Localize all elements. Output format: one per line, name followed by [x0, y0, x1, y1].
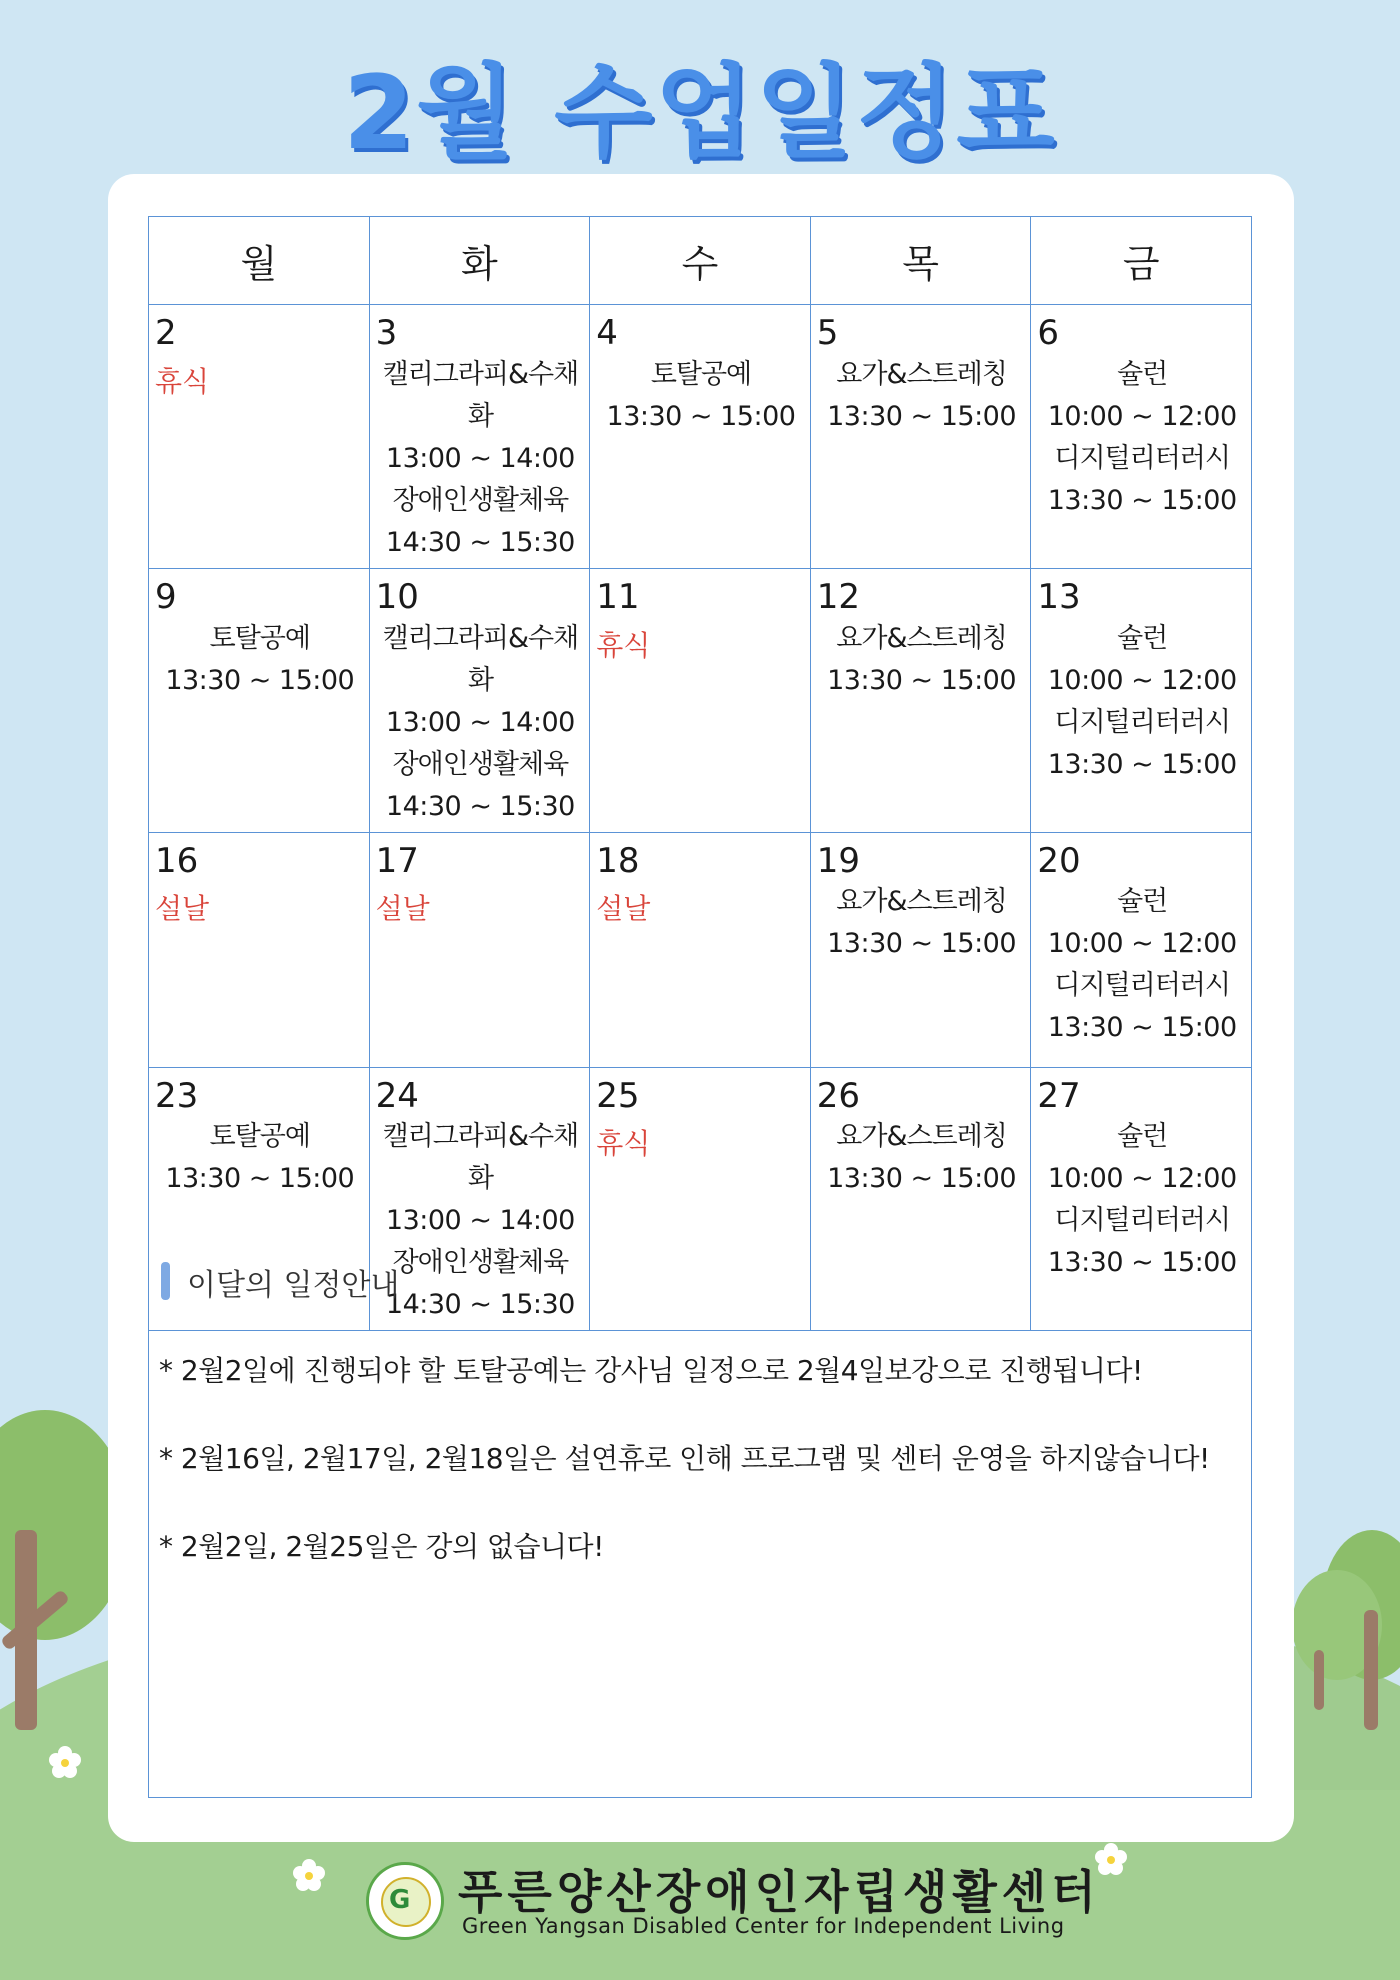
- day-number: 13: [1037, 576, 1081, 617]
- class-time: 13:30 ~ 15:00: [606, 400, 796, 432]
- day-number: 16: [155, 840, 199, 881]
- class-name: 장애인생활체육: [392, 484, 569, 516]
- class-time: 10:00 ~ 12:00: [1047, 928, 1237, 960]
- class-list: [1037, 881, 1247, 1049]
- calendar-day-cell: [810, 832, 1031, 1067]
- class-name: 슐런: [1117, 1121, 1168, 1153]
- page-title: 2월 수업일정표: [343, 54, 1057, 173]
- class-time: 13:30 ~ 15:00: [827, 1163, 1017, 1195]
- calendar-day-cell: [810, 305, 1031, 569]
- notice-item: * 2월2일에 진행되야 할 토탈공예는 강사님 일정으로 2월4일보강으로 진행됩니다!: [159, 1354, 1143, 1387]
- holiday-label: 설날: [375, 892, 430, 926]
- day-number: 10: [375, 576, 419, 617]
- class-time: 13:30 ~ 15:00: [827, 400, 1017, 432]
- weekday-header: 금: [1031, 217, 1252, 305]
- class-name: 캘리그라피&수채화: [382, 622, 579, 696]
- class-list: [155, 618, 365, 702]
- calendar-day-cell: [149, 305, 370, 569]
- class-time: 13:30 ~ 15:00: [1047, 484, 1237, 516]
- day-number: 19: [816, 840, 861, 881]
- organization-logo: [366, 1862, 444, 1940]
- notice-item: * 2월2일, 2월25일은 강의 없습니다!: [159, 1530, 604, 1563]
- tree-right-illustration: [1292, 1530, 1400, 1730]
- notice-item: * 2월16일, 2월17일, 2월18일은 설연휴로 인해 프로그램 및 센터 운영을 하지않습니다!: [159, 1442, 1210, 1475]
- notice-list: [159, 1350, 1241, 1614]
- class-name: 요가&스트레칭: [836, 886, 1007, 918]
- class-name: 토탈공예: [650, 358, 752, 390]
- class-name: 디지털리터러시: [1054, 706, 1230, 738]
- calendar-day-cell: [1031, 568, 1252, 832]
- calendar-week-row: [149, 305, 1252, 569]
- class-time: 10:00 ~ 12:00: [1047, 664, 1237, 696]
- day-number: 27: [1037, 1075, 1081, 1116]
- class-list: [817, 354, 1027, 438]
- flower-icon: [292, 1858, 326, 1892]
- day-number: 20: [1037, 840, 1081, 881]
- day-number: 5: [816, 313, 839, 353]
- class-name: 장애인생활체육: [392, 748, 569, 780]
- class-time: 13:30 ~ 15:00: [165, 1163, 355, 1195]
- notice-accent-bar: [161, 1262, 170, 1300]
- class-time: 13:00 ~ 14:00: [385, 1205, 575, 1237]
- day-number: 9: [155, 576, 177, 617]
- calendar-day-cell: [149, 568, 370, 832]
- day-number: 25: [596, 1075, 640, 1116]
- calendar-day-cell: [1031, 832, 1252, 1067]
- day-number: 11: [596, 576, 640, 617]
- calendar-day-cell: [1031, 305, 1252, 569]
- calendar-day-cell: [590, 568, 811, 832]
- holiday-label: 설날: [155, 892, 210, 926]
- holiday-label: 설날: [596, 892, 651, 926]
- weekday-header-row: [149, 217, 1252, 305]
- weekday-header: 월: [149, 217, 370, 305]
- class-time: 14:30 ~ 15:30: [385, 526, 575, 558]
- class-time: 13:30 ~ 15:00: [827, 928, 1017, 960]
- class-time: 10:00 ~ 12:00: [1047, 1163, 1237, 1195]
- class-name: 요가&스트레칭: [836, 1121, 1007, 1153]
- class-name: 슐런: [1117, 358, 1168, 390]
- class-name: 캘리그라피&수채화: [382, 358, 579, 432]
- calendar-day-cell: [149, 832, 370, 1067]
- class-name: 요가&스트레칭: [836, 358, 1007, 390]
- class-time: 13:30 ~ 15:00: [1047, 1012, 1237, 1044]
- class-list: [817, 618, 1027, 702]
- logo-mark: G: [389, 1885, 411, 1915]
- day-number: 6: [1037, 313, 1060, 353]
- class-time: 13:30 ~ 15:00: [1047, 1247, 1237, 1279]
- class-name: 디지털리터러시: [1054, 442, 1230, 474]
- class-name: 디지털리터러시: [1054, 970, 1230, 1002]
- flower-icon: [48, 1745, 82, 1779]
- class-time: 14:30 ~ 15:30: [385, 1289, 575, 1321]
- day-number: 3: [375, 313, 398, 353]
- day-number: 17: [375, 840, 419, 881]
- organization-name-korean: 푸른양산장애인자립생활센터: [458, 1865, 1101, 1919]
- class-list: [596, 354, 806, 438]
- day-number: 23: [155, 1075, 199, 1116]
- class-list: [817, 881, 1027, 965]
- schedule-calendar: [148, 216, 1252, 1331]
- weekday-header: 목: [810, 217, 1031, 305]
- class-name: 토탈공예: [209, 622, 310, 654]
- class-name: 슐런: [1117, 886, 1168, 918]
- day-number: 26: [816, 1075, 861, 1116]
- day-number: 24: [375, 1075, 419, 1116]
- day-number: 2: [155, 313, 177, 353]
- class-time: 13:30 ~ 15:00: [827, 664, 1017, 696]
- day-number: 18: [596, 840, 640, 881]
- class-list: [376, 618, 586, 828]
- class-time: 13:30 ~ 15:00: [1047, 748, 1237, 780]
- class-time: 10:00 ~ 12:00: [1047, 400, 1237, 432]
- organization-name-english: Green Yangsan Disabled Center for Independent Living: [462, 1914, 1065, 1938]
- calendar-week-row: [149, 832, 1252, 1067]
- calendar-day-cell: [590, 832, 811, 1067]
- calendar-day-cell: [369, 832, 590, 1067]
- class-time: 13:00 ~ 14:00: [385, 442, 575, 474]
- class-time: 13:00 ~ 14:00: [385, 706, 575, 738]
- class-list: [1037, 354, 1247, 522]
- class-name: 슐런: [1117, 622, 1168, 654]
- class-name: 토탈공예: [209, 1121, 310, 1153]
- day-number: 4: [596, 313, 618, 353]
- weekday-header: 수: [590, 217, 811, 305]
- organization-footer: [366, 1860, 1101, 1946]
- calendar-day-cell: [369, 305, 590, 569]
- class-list: [1037, 618, 1247, 786]
- class-name: 장애인생활체육: [392, 1247, 569, 1279]
- holiday-label: 휴식: [596, 1127, 651, 1161]
- calendar-day-cell: [369, 568, 590, 832]
- day-number: 12: [816, 576, 861, 617]
- class-name: 캘리그라피&수채화: [382, 1121, 579, 1195]
- calendar-day-cell: [810, 568, 1031, 832]
- notice-title: 이달의 일정안내: [187, 1268, 400, 1303]
- calendar-day-cell: [590, 305, 811, 569]
- class-time: 14:30 ~ 15:30: [385, 790, 575, 822]
- class-list: [817, 1116, 1027, 1200]
- class-list: [376, 354, 586, 564]
- calendar-week-row: [149, 568, 1252, 832]
- notice-section: [148, 1244, 1252, 1798]
- class-list: [155, 1116, 365, 1200]
- class-name: 디지털리터러시: [1054, 1205, 1230, 1237]
- class-name: 요가&스트레칭: [836, 622, 1007, 654]
- holiday-label: 휴식: [596, 628, 651, 662]
- holiday-label: 휴식: [155, 364, 210, 398]
- weekday-header: 화: [369, 217, 590, 305]
- class-time: 13:30 ~ 15:00: [165, 664, 355, 696]
